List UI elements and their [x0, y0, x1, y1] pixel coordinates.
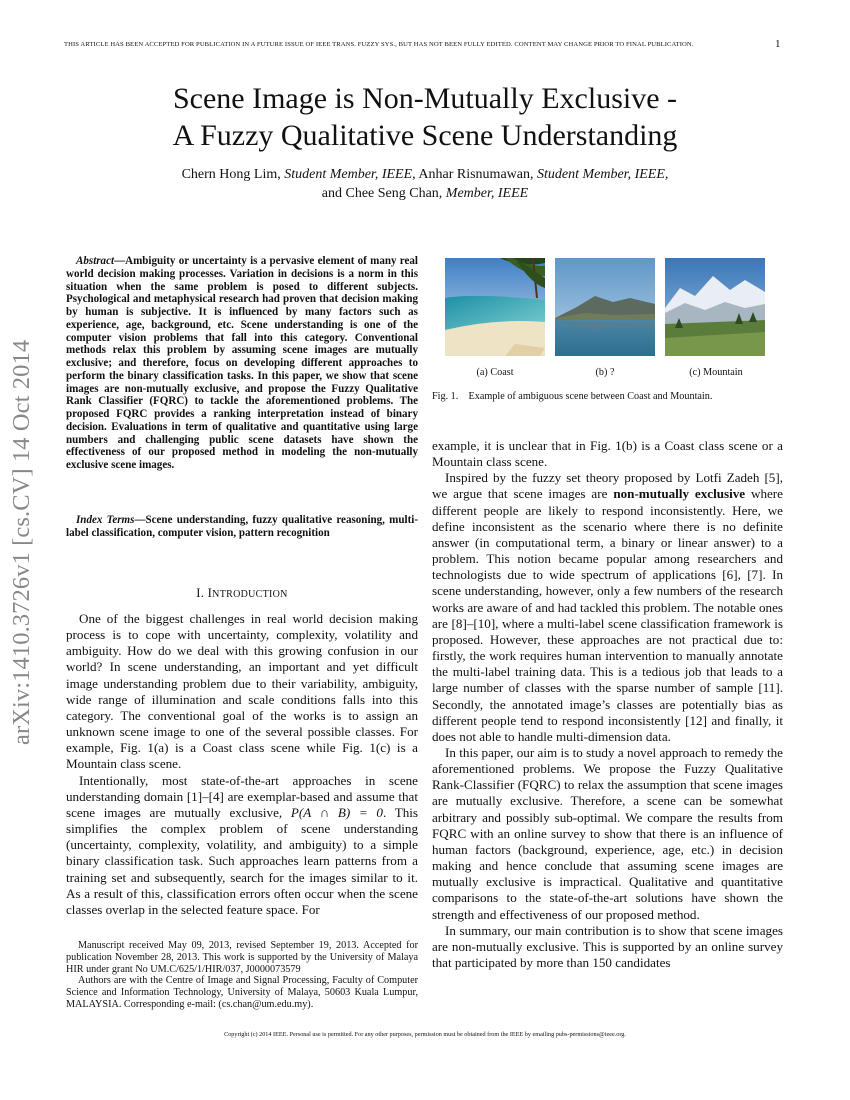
author-2-name: Anhar Risnumawan,	[418, 167, 534, 182]
abstract-label: Abstract	[76, 255, 115, 267]
footnotes	[66, 940, 418, 1011]
coast-scene-image	[445, 258, 545, 356]
abstract-text: —Ambiguity or uncertainty is a pervasive element of many real world decision making processes. Variation in decisions is a norm in this situation when the same problem is posed to different subjects. Psychological and metaphysical research had proven that decision making by human is subjective. It is influenced by many factors such as experience, age, background, etc. Scene understanding is one of the computer vision problems that fall into this category. Conventional methods relax this problem by assuming scene images are mutually exclusive; and therefore, focus on developing different approaches to perform the binary classification tasks. In this paper, we show that scene images are non-mutually exclusive, and propose the Fuzzy Qualitative Rank Classifier (FQRC) to tackle the aforementioned problems. The proposed FQRC provides a ranking interpretation instead of binary decision. Evaluations in term of qualitative and quantitative using large numbers and challenging public scene datasets have shown the effectiveness of our proposed method in modeling the non-mutually exclusive scene images.	[66, 255, 418, 471]
intro-paragraph-1: One of the biggest challenges in real world decision making process is to cope with uncertainty, complexity, volatility and ambiguity. How do we deal with this growing confusion in our world? In scene understanding, an important and yet difficult image understanding problem due to their variability, ambiguity, wide range of illumination and scale conditions falls into this category. The conventional goal of the works is to assign an unknown scene image to one of the several possible classes. For example, Fig. 1(a) is a Coast class scene while Fig. 1(c) is a Mountain class scene.	[66, 611, 418, 772]
author-block	[60, 165, 790, 203]
author-1-name: Chern Hong Lim,	[181, 167, 281, 182]
abstract	[66, 255, 418, 472]
section-title-smallcaps: NTRODUCTION	[212, 589, 288, 600]
figure-caption-label: Fig. 1.	[432, 391, 459, 402]
subcaption-b: (b) ?	[595, 367, 615, 378]
figure-caption-text: Example of ambiguous scene between Coast and Mountain.	[468, 391, 713, 402]
subcaption-c: (c) Mountain	[689, 367, 743, 378]
mountain-scene-image	[665, 258, 765, 356]
right-paragraph-2: In this paper, our aim is to study a novel approach to remedy the aforementioned problems. We propose the Fuzzy Qualitative Rank-Classifier (FQRC) to relax the assumption that scene images are mutually exclusive. Therefore, a scene can be somewhat arbitrary and possibly sub-optimal. We compare the results from FQRC with an online survey to show that there is an influence of human factors (background, experience, age, etc.) in decision making and hence conclude that assuming scene images are mutually exclusive is impractical. Qualitative and quantitative comparisons to the state-of-the-art solutions have shown the strength and effectiveness of our proposed method.	[432, 744, 783, 922]
author-3-name: and Chee Seng Chan,	[321, 186, 443, 201]
index-terms-label: Index Terms	[76, 514, 135, 526]
index-terms-text: —Scene understanding, fuzzy qualitative reasoning, multi-label classification, computer vision, pattern recognition	[66, 514, 418, 539]
emphasis-non-mutually-exclusive: non-mutually exclusive	[613, 486, 746, 502]
right-paragraph-1: Inspired by the fuzzy set theory proposed by Lotfi Zadeh [5], we argue that scene images are non-mutually exclusive where different people are likely to respond inconsistently. Here, we define inconsistent as the scenario where there is no definite answer (in computational term, a binary or linear answer) to a problem. This notion became popular among researchers and technologists due to wide spectrum of applications [6], [7]. In scene understanding, however, only a few numbers of the research works are aware of and had tackled this problem. The notable ones are [8]–[10], where a multi-label scene classification framework is proposed. However, these approaches are not practical due to: firstly, the work requires human intervention to manually annotate the multi-label training data. This is a tedious job that leads to a large number of classes with the sparse number of sample [11]. Secondly, the annotated image’s classes are potentially bias as different people tend to respond inconsistently [12] and finally, it does not able to handle multi-dimension data.	[432, 470, 783, 744]
figure-caption	[432, 391, 783, 402]
equation-inline: P(A ∩ B) = 0	[290, 804, 383, 820]
author-3-role: Member, IEEE	[445, 186, 529, 201]
page-number: 1	[775, 38, 781, 50]
author-1-role: Student Member, IEEE,	[284, 167, 416, 182]
paper-title	[60, 80, 790, 154]
section-heading-introduction: I. INTRODUCTION	[196, 586, 288, 600]
right-paragraph-3: In summary, our main contribution is to show that scene images are non-mutually exclusive. This is supported by an online survey that participated by more than 150 candidates	[432, 922, 783, 970]
journal-header-note: THIS ARTICLE HAS BEEN ACCEPTED FOR PUBLICATION IN A FUTURE ISSUE OF IEEE TRANS. FUZZY SYS., BUT HAS NOT BEEN FULLY EDITED. CONTENT MAY CHANGE PRIOR TO FINAL PUBLICATION.	[64, 41, 694, 48]
arxiv-identifier: arXiv:1410.3726v1 [cs.CV] 14 Oct 2014	[8, 339, 35, 745]
copyright-notice: Copyright (c) 2014 IEEE. Personal use is permitted. For any other purposes, permission must be obtained from the IEEE by emailing pubs-permissions@ieee.org.	[224, 1031, 626, 1038]
subcaption-a: (a) Coast	[476, 367, 514, 378]
footnote-manuscript: Manuscript received May 09, 2013, revised September 19, 2013. Accepted for publication November 28, 2013. This work is supported by the University of Malaya HIR under grant No UM.C/625/1/HIR/037, J0000073579	[66, 940, 418, 975]
ambiguous-scene-image	[555, 258, 655, 356]
intro-paragraph-2: Intentionally, most state-of-the-art approaches in scene understanding domain [1]–[4] are exemplar-based and assume that scene images are mutually exclusive, P(A ∩ B) = 0. This simplifies the complex problem of scene understanding (uncertainty, complexity, volatility, and ambiguity) to a simple binary classification task. Such approaches learn patterns from a training set and subsequently, search for the images similar to it. As a result of this, classification errors often occur when the scene classes overlap in the selected feature space. For	[66, 772, 418, 917]
title-line-2: A Fuzzy Qualitative Scene Understanding	[172, 119, 678, 152]
author-2-role: Student Member, IEEE,	[536, 167, 669, 182]
footnote-affiliation: Authors are with the Centre of Image and Signal Processing, Faculty of Computer Science and Information Technology, University of Malaya, 50603 Kuala Lumpur, MALAYSIA. Corresponding e-mail: (cs.chan@um.edu.my).	[66, 975, 418, 1010]
title-line-1: Scene Image is Non-Mutually Exclusive -	[172, 82, 678, 115]
introduction-body	[66, 611, 418, 918]
index-terms	[66, 514, 418, 540]
right-column-body	[432, 438, 783, 971]
right-paragraph-continuation: example, it is unclear that in Fig. 1(b) is a Coast class scene or a Mountain class scene.	[432, 438, 783, 470]
